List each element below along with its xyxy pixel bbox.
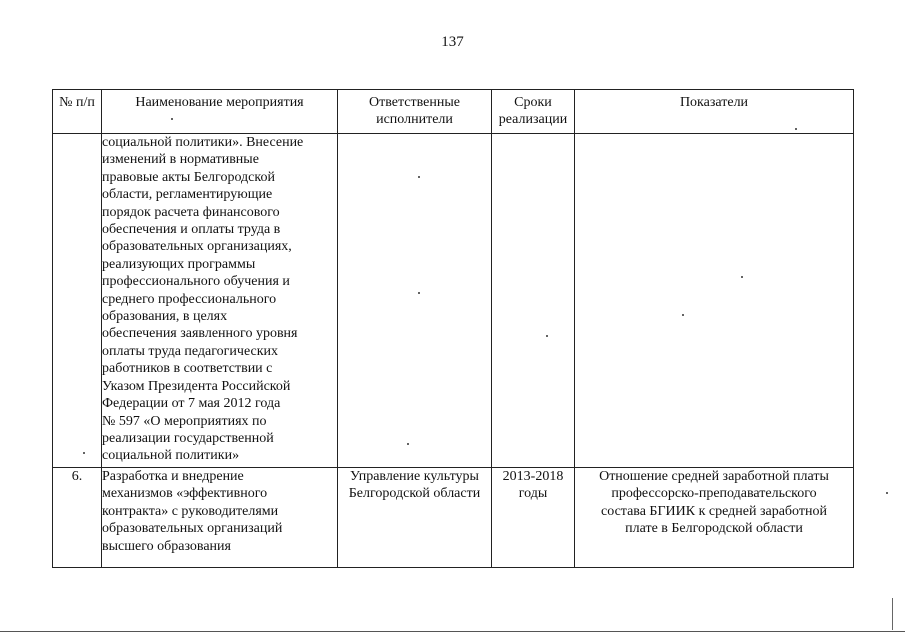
row-indicators-cell (575, 468, 854, 568)
row-terms-cell (492, 134, 575, 468)
scan-speck (418, 176, 420, 178)
header-terms-line1: Сроки (514, 95, 552, 110)
table-row (53, 468, 854, 568)
cell-text-line: № 597 «О мероприятиях по (102, 413, 267, 429)
cell-text-line: оплаты труда педагогических (102, 343, 279, 359)
scan-edge-line (0, 631, 905, 632)
scan-speck (407, 443, 409, 445)
row-executors-cell (338, 468, 492, 568)
cell-text: 6. (71, 469, 83, 484)
scan-speck (171, 118, 173, 120)
cell-text-line: порядок расчета финансового (102, 204, 280, 220)
header-name-label: Наименование мероприятия (135, 95, 304, 110)
header-name (102, 90, 338, 134)
header-executors-line1: Ответственные (369, 95, 460, 110)
cell-text-line: Управление культуры (350, 469, 479, 484)
scan-speck (741, 276, 743, 278)
scan-speck (795, 128, 797, 130)
cell-text-line: среднего профессионального (102, 291, 277, 307)
header-num (53, 90, 102, 134)
cell-text-line: контракта» с руководителями (102, 503, 279, 519)
scan-speck (83, 452, 85, 454)
cell-text-line: механизмов «эффективного (102, 486, 268, 502)
cell-text-line: обеспечения заявленного уровня (102, 326, 298, 342)
cell-text-line: состава БГИИК к средней заработной (601, 503, 827, 519)
cell-text-line: социальной политики» (102, 448, 240, 464)
cell-text-line: образования, в целях (102, 309, 228, 325)
cell-text-line: образовательных организациях, (102, 239, 292, 255)
row-terms-cell (492, 468, 575, 568)
cell-text-line: высшего образования (102, 538, 231, 554)
page-number: 137 (441, 34, 464, 50)
cell-text-line: обеспечения и оплаты труда в (102, 222, 281, 238)
cell-text-line: правовые акты Белгородской (102, 169, 275, 185)
header-executors (338, 90, 492, 134)
cell-text-line: плате в Белгородской области (625, 521, 803, 537)
scan-speck (682, 314, 684, 316)
row-indicators-cell (575, 134, 854, 468)
cell-text-line: Федерации от 7 мая 2012 года (102, 396, 281, 412)
cell-text-line: Белгородской области (348, 486, 481, 502)
cell-text-line: профессионального обучения и (102, 274, 290, 290)
row-name-cell (102, 134, 338, 468)
table-row (53, 134, 854, 468)
measures-table (52, 89, 854, 568)
cell-text-line: реализующих программы (102, 256, 256, 272)
cell-text-line: образовательных организаций (102, 521, 283, 537)
scan-speck (546, 335, 548, 337)
cell-text-line: изменений в нормативные (102, 152, 259, 168)
cell-text-line: работников в соответствии с (102, 361, 273, 377)
cell-text-line: области, регламентирующие (102, 187, 273, 203)
scan-speck (418, 292, 420, 294)
row-executors-cell (338, 134, 492, 468)
cell-text-line: 2013-2018 (502, 469, 564, 484)
header-indicators (575, 90, 854, 134)
cell-text-line: социальной политики». Внесение (102, 135, 304, 150)
cell-text-line: Отношение средней заработной платы (599, 469, 829, 484)
table-header-row (53, 90, 854, 134)
scan-edge-mark (892, 598, 893, 630)
cell-text-line: профессорско-преподавательского (611, 486, 817, 502)
header-terms-line2: реализации (498, 112, 568, 128)
row-name-cell (102, 468, 338, 568)
row-num-cell (53, 134, 102, 468)
header-executors-line2: исполнители (376, 112, 453, 128)
cell-text-line: Указом Президента Российской (102, 378, 291, 394)
cell-text-line: реализации государственной (102, 430, 274, 446)
header-indicators-label: Показатели (679, 95, 749, 110)
header-num-label: № п/п (59, 95, 95, 110)
row-num-cell (53, 468, 102, 568)
cell-text-line: Разработка и внедрение (102, 469, 244, 484)
cell-text-line: годы (518, 486, 548, 502)
header-terms (492, 90, 575, 134)
scan-speck (886, 492, 888, 494)
